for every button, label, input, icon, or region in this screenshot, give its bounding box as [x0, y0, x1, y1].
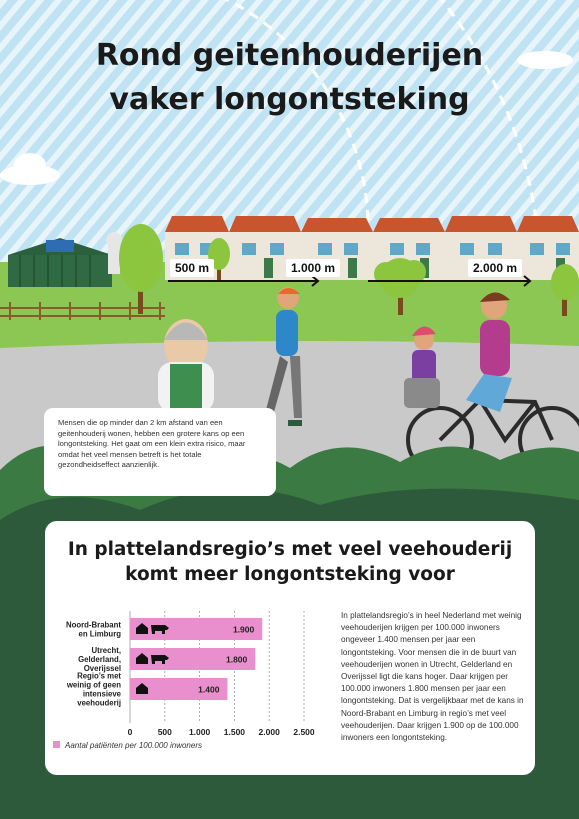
section-title-line-2: komt meer longontsteking voor [125, 564, 455, 585]
category-label: Utrecht, [91, 646, 121, 655]
section-title-line-1: In plattelandsregio’s met veel veehouderij [67, 539, 513, 560]
x-tick-label: 2.000 [258, 727, 280, 737]
page-title [0, 34, 579, 122]
category-label: Regio’s met [77, 671, 121, 681]
category-label: veehouderij [77, 698, 121, 708]
category-label: en Limburg [78, 629, 121, 639]
x-tick-label: 1.500 [223, 727, 246, 737]
title-line-2: vaker longontsteking [109, 82, 470, 117]
title-line-1: Rond geitenhouderijen [95, 38, 484, 73]
x-tick-label: 0 [127, 727, 133, 737]
x-tick-label: 2.500 [293, 727, 315, 737]
category-label: Overijssel [83, 664, 121, 673]
data-label: 1.900 [232, 624, 255, 635]
chart-panel [45, 521, 535, 775]
category-label: Gelderland, [78, 655, 121, 664]
legend-swatch [53, 741, 60, 748]
description-text: In plattelandsregio’s in heel Nederland met weinig veehouderijen krijgen per 100.000 inwoners ongeveer 1.400 mensen per jaar een longontsteking. Voor mensen die in de buurt van veehouderijen wonen in Utrecht, Gelderland en Overijssel ligt die kans hoger. Daar krijgen per 100.000 inwoners 1.800 mensen per jaar een longontsteking. Dat is vergelijkbaar met de kans in Noord-Brabant en Limburg in regio’s met veel veehouderijen. Daar krijgen 1.900 op de 100.000 inwoners een longontsteking. [341, 611, 524, 743]
distance-label-2000: 2.000 m [468, 259, 522, 277]
data-label: 1.400 [198, 684, 220, 695]
bar-chart [45, 521, 345, 775]
category-label: weinig of geen [66, 680, 121, 690]
data-label: 1.800 [225, 654, 248, 665]
info-card: Mensen die op minder dan 2 km afstand van een geitenhouderij wonen, hebben een grotere kans op een longontsteking. Het gaat om een klein extra risico, maar omdat het veel mensen betreft is het totale gezondheidseffect aanzienlijk. [44, 408, 276, 496]
category-label: intensieve [82, 689, 121, 699]
category-label: Noord-Brabant [65, 620, 121, 630]
distance-label-1000: 1.000 m [286, 259, 340, 277]
x-tick-label: 500 [157, 727, 172, 737]
legend-label: Aantal patiënten per 100.000 inwoners [65, 741, 202, 750]
x-tick-label: 1.000 [188, 727, 211, 737]
distance-label-500: 500 m [170, 259, 214, 277]
